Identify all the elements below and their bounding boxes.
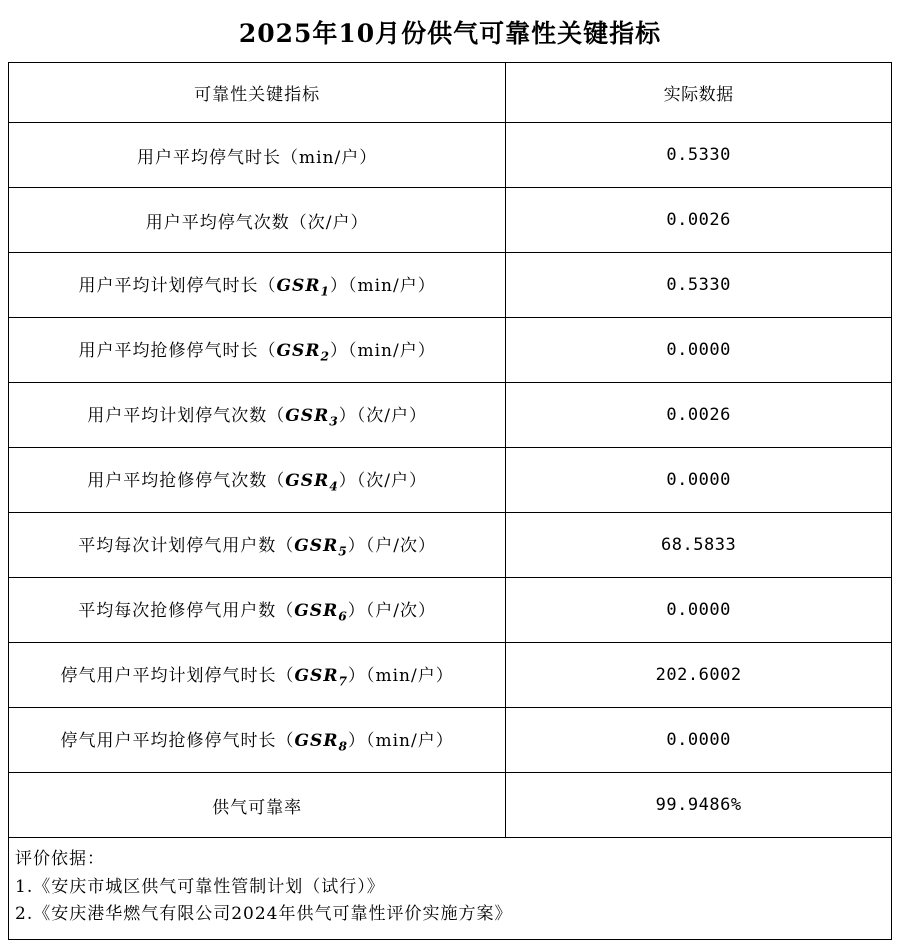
row-label <box>9 318 506 383</box>
table-row <box>9 448 892 513</box>
gsr-symbol: $GSR_5$ <box>294 536 348 559</box>
row-label <box>9 188 506 253</box>
row-label-suffix: ）（户/次） <box>347 536 436 557</box>
gsr-symbol: $GSR_6$ <box>294 601 348 624</box>
kpi-table-body <box>9 63 892 940</box>
table-row <box>9 383 892 448</box>
row-value: 0.0000 <box>506 318 892 383</box>
row-label-prefix: 用户平均抢修停气时长（ <box>78 341 277 362</box>
table-header-row <box>9 63 892 123</box>
table-row <box>9 318 892 383</box>
column-header-actual: 实际数据 <box>506 63 892 123</box>
row-label-prefix: 平均每次抢修停气用户数（ <box>78 601 295 622</box>
row-value: 0.0000 <box>506 578 892 643</box>
row-label <box>9 448 506 513</box>
row-value: 0.0026 <box>506 383 892 448</box>
row-label <box>9 253 506 318</box>
row-value: 0.0000 <box>506 708 892 773</box>
row-label-suffix: ）（次/户） <box>338 406 427 427</box>
gsr-symbol: $GSR_4$ <box>285 471 339 494</box>
row-label <box>9 383 506 448</box>
row-label-suffix: ）（次/户） <box>338 471 427 492</box>
column-header-indicator: 可靠性关键指标 <box>9 63 506 123</box>
row-label <box>9 643 506 708</box>
page-title: 2025年10月份供气可靠性关键指标 <box>238 19 662 48</box>
row-value: 0.5330 <box>506 253 892 318</box>
gsr-symbol: $GSR_3$ <box>285 406 339 429</box>
table-row <box>9 253 892 318</box>
table-row <box>9 708 892 773</box>
row-value: 202.6002 <box>506 643 892 708</box>
gsr-symbol: $GSR_2$ <box>276 341 330 364</box>
notes-item: 2.《安庆港华燃气有限公司2024年供气可靠性评价实施方案》 <box>15 904 513 925</box>
row-label <box>9 578 506 643</box>
table-row <box>9 513 892 578</box>
row-label <box>9 773 506 838</box>
row-label-prefix: 用户平均计划停气次数（ <box>87 406 286 427</box>
row-value: 0.0000 <box>506 448 892 513</box>
gsr-symbol: $GSR_7$ <box>294 666 348 689</box>
row-label-prefix: 停气用户平均计划停气时长（ <box>60 666 295 687</box>
row-label-text: 供气可靠率 <box>212 797 303 818</box>
row-label-prefix: 用户平均抢修停气次数（ <box>87 471 286 492</box>
row-value: 68.5833 <box>506 513 892 578</box>
row-value: 0.0026 <box>506 188 892 253</box>
row-label-text: 用户平均停气时长（min/户） <box>137 147 378 168</box>
kpi-table <box>8 62 892 940</box>
row-label <box>9 708 506 773</box>
table-row <box>9 188 892 253</box>
row-value: 0.5330 <box>506 123 892 188</box>
row-label-prefix: 平均每次计划停气用户数（ <box>78 536 295 557</box>
notes-row <box>9 838 892 940</box>
gsr-symbol: $GSR_1$ <box>276 276 330 299</box>
row-label-prefix: 用户平均计划停气时长（ <box>78 276 277 297</box>
row-label-prefix: 停气用户平均抢修停气时长（ <box>60 731 295 752</box>
row-label-text: 用户平均停气次数（次/户） <box>145 212 369 233</box>
row-label-suffix: ）（min/户） <box>347 666 454 687</box>
row-value: 99.9486% <box>506 773 892 838</box>
row-label <box>9 123 506 188</box>
row-label-suffix: ）（户/次） <box>347 601 436 622</box>
table-row <box>9 773 892 838</box>
row-label <box>9 513 506 578</box>
row-label-suffix: ）（min/户） <box>329 276 436 297</box>
table-row <box>9 123 892 188</box>
notes-item: 1.《安庆市城区供气可靠性管制计划（试行）》 <box>15 876 385 897</box>
table-row <box>9 643 892 708</box>
gsr-symbol: $GSR_8$ <box>294 731 348 754</box>
evaluation-basis-notes <box>9 838 892 940</box>
row-label-suffix: ）（min/户） <box>347 731 454 752</box>
table-row <box>9 578 892 643</box>
notes-title: 评价依据： <box>15 849 105 869</box>
row-label-suffix: ）（min/户） <box>329 341 436 362</box>
